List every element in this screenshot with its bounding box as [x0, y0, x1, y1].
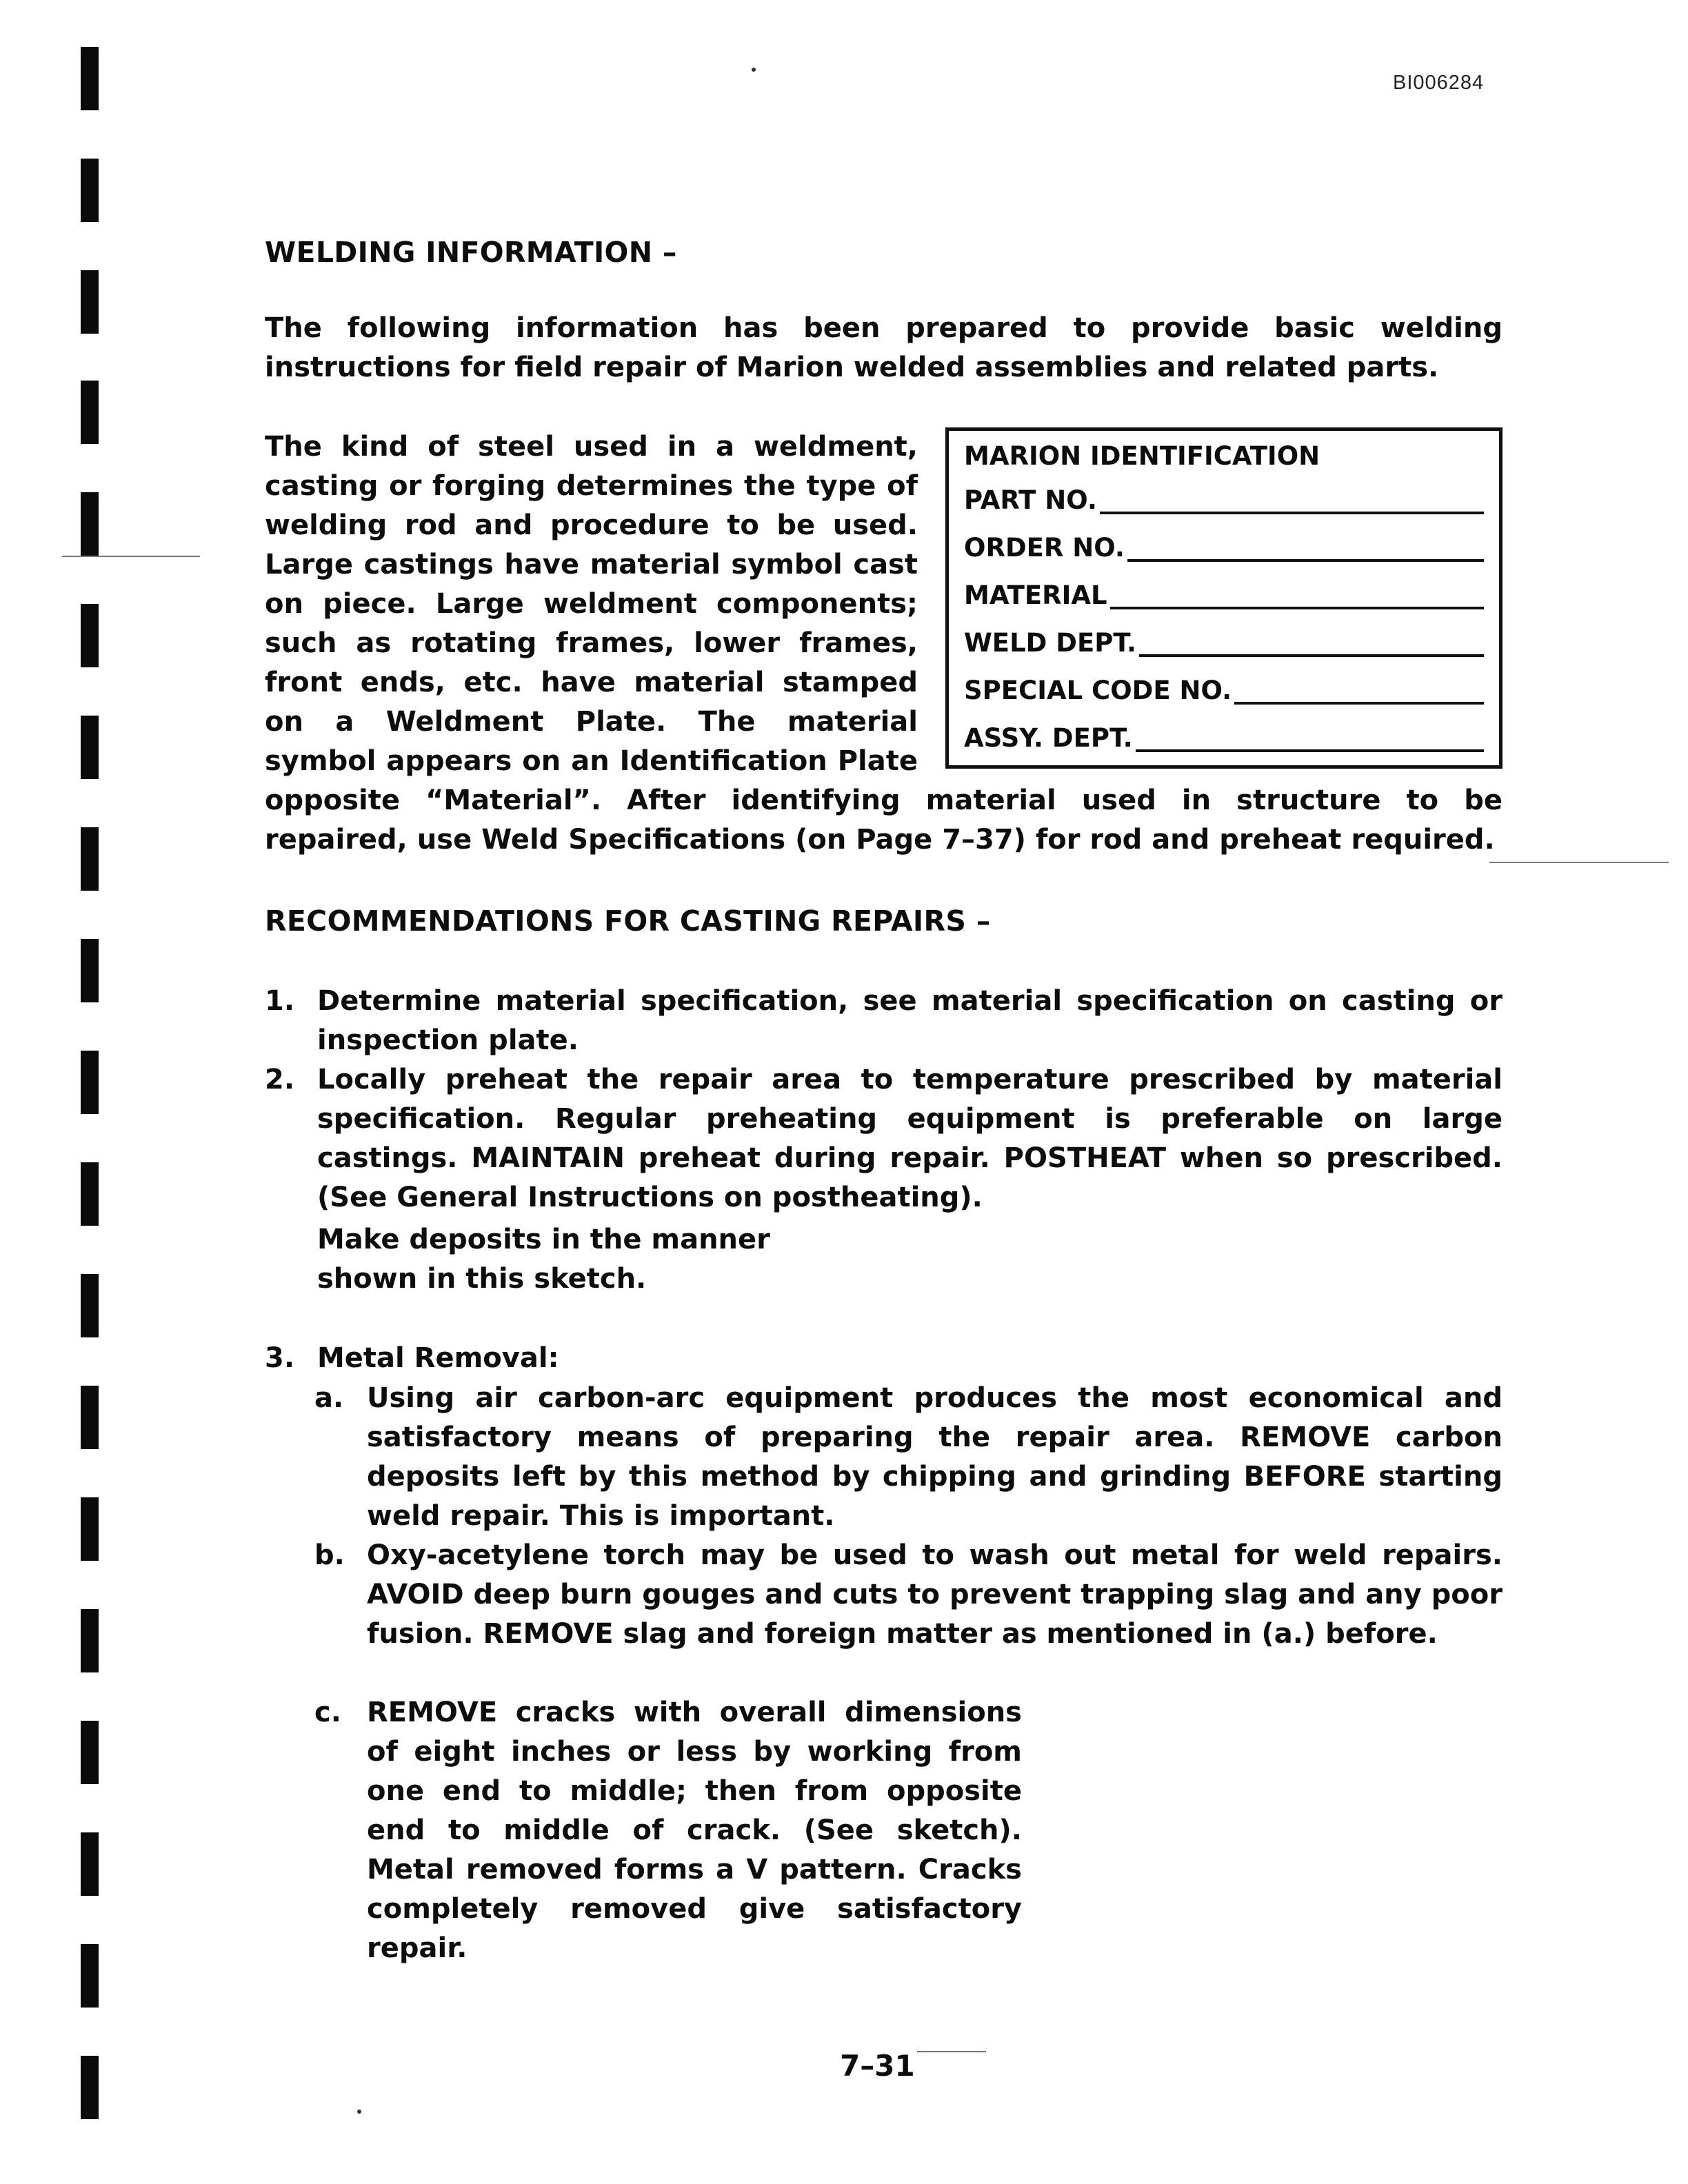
- binder-bar: [81, 604, 99, 667]
- binder-bar: [81, 1274, 99, 1337]
- binder-bar: [81, 381, 99, 444]
- steel-kind-paragraph: The kind of steel used in a weldment, casting or forging determines the type of welding rod and procedure to be used. Large castings have material symbol cast on piece. Large weldment components; such as rotating frames, lower frames, front ends, etc. have material stamped on a Weldment Plate. The material symbol appears on an Identification Plate opposite “Material”. After identifying material used in structure to be repaired, use Weld Specifications (on Page 7–37) for rod and preheat required.: [265, 431, 1503, 856]
- binder-bar: [81, 1721, 99, 1784]
- id-field-blank-line: [1136, 749, 1484, 752]
- sub-list-item: [314, 1536, 1503, 1654]
- id-field-label: WELD DEPT.: [964, 628, 1137, 658]
- binder-bar: [81, 939, 99, 1002]
- list-item-number: 3.: [265, 1342, 295, 1374]
- list-item: [265, 1060, 1503, 1217]
- binder-bar: [81, 1832, 99, 1896]
- scan-speck: [752, 68, 756, 72]
- scan-line: [1489, 862, 1669, 863]
- sub-list-item: [314, 1693, 1503, 1968]
- sub-list-item: [314, 1379, 1503, 1536]
- id-field-material: [964, 572, 1484, 619]
- welding-info-heading: WELDING INFORMATION –: [265, 236, 677, 269]
- id-field-blank-line: [1110, 607, 1484, 609]
- id-field-blank-line: [1127, 559, 1484, 562]
- binder-bar: [81, 2056, 99, 2119]
- steel-kind-section: [265, 427, 1503, 860]
- sub-item-text: Using air carbon-arc equipment produces the most economical and satisfactory means of preparing the repair area. REMOVE carbon deposits left by this method by chipping and grinding BEFORE starting weld repair. This is important.: [367, 1382, 1503, 1532]
- binder-bar: [81, 716, 99, 779]
- id-field-label: SPECIAL CODE NO.: [964, 676, 1232, 705]
- sub-item-letter: b.: [314, 1539, 345, 1571]
- binder-bar: [81, 47, 99, 110]
- scan-speck: [357, 2110, 361, 2114]
- identification-box-title: MARION IDENTIFICATION: [964, 441, 1320, 471]
- binder-bar: [81, 1609, 99, 1672]
- binder-bar: [81, 492, 99, 556]
- id-field-blank-line: [1139, 654, 1484, 657]
- list-item: [265, 982, 1503, 1060]
- list-item-text: Metal Removal:: [317, 1342, 559, 1374]
- sub-item-letter: a.: [314, 1382, 344, 1414]
- list-item-number: 1.: [265, 985, 295, 1017]
- id-field-label: ORDER NO.: [964, 533, 1125, 563]
- binder-bar: [81, 1497, 99, 1561]
- binder-bar: [81, 827, 99, 891]
- id-field-label: PART NO.: [964, 485, 1097, 515]
- id-field-blank-line: [1234, 702, 1484, 705]
- list-item-text: Locally preheat the repair area to temperature prescribed by material specification. Regular preheating equipment is preferable on large castings. MAINTAIN preheat during repair. POSTHEAT when so prescribed. (See General Instructions on postheating).: [317, 1064, 1503, 1213]
- document-id: BI006284: [1393, 72, 1485, 94]
- casting-repairs-heading: RECOMMENDATIONS FOR CASTING REPAIRS –: [265, 904, 991, 938]
- list-item-text: Determine material specification, see material specification on casting or inspection plate.: [317, 985, 1503, 1056]
- binder-bar: [81, 1386, 99, 1449]
- list-item-number: 2.: [265, 1064, 295, 1095]
- binder-bar: [81, 1944, 99, 2008]
- sketch-note: Make deposits in the manner shown in this sketch.: [317, 1224, 770, 1295]
- sub-item-letter: c.: [314, 1697, 341, 1728]
- id-field-label: ASSY. DEPT.: [964, 723, 1133, 753]
- list-item: [265, 1339, 1503, 1378]
- scan-line: [62, 556, 200, 557]
- id-field-order-no: [964, 524, 1484, 572]
- binder-bar: [81, 1051, 99, 1114]
- id-field-assy-dept: [964, 714, 1484, 762]
- binder-bar: [81, 159, 99, 222]
- binder-bar: [81, 270, 99, 334]
- sub-item-text: Oxy-acetylene torch may be used to wash out metal for weld repairs. AVOID deep burn gouges and cuts to prevent trapping slag and any poor fusion. REMOVE slag and foreign matter as mentioned in (a.) before.: [367, 1539, 1503, 1650]
- id-field-label: MATERIAL: [964, 580, 1107, 610]
- page-number: 7–31: [840, 2049, 915, 2083]
- id-field-part-no: [964, 476, 1484, 524]
- binder-bar: [81, 1162, 99, 1226]
- marion-identification-box: [945, 427, 1503, 769]
- sub-item-text: REMOVE cracks with overall dimensions of eight inches or less by working from one end to middle; then from opposite end to middle of crack. (See sketch). Metal removed forms a V pattern. Cracks completely removed give satisfactory repair.: [367, 1697, 1022, 1964]
- scan-line: [917, 2051, 986, 2052]
- welding-intro-paragraph: The following information has been prepared to provide basic welding instructions for field repair of Marion welded assemblies and related parts.: [265, 312, 1503, 383]
- id-field-blank-line: [1100, 512, 1484, 514]
- id-field-special-code-no: [964, 667, 1484, 714]
- id-field-weld-dept: [964, 619, 1484, 667]
